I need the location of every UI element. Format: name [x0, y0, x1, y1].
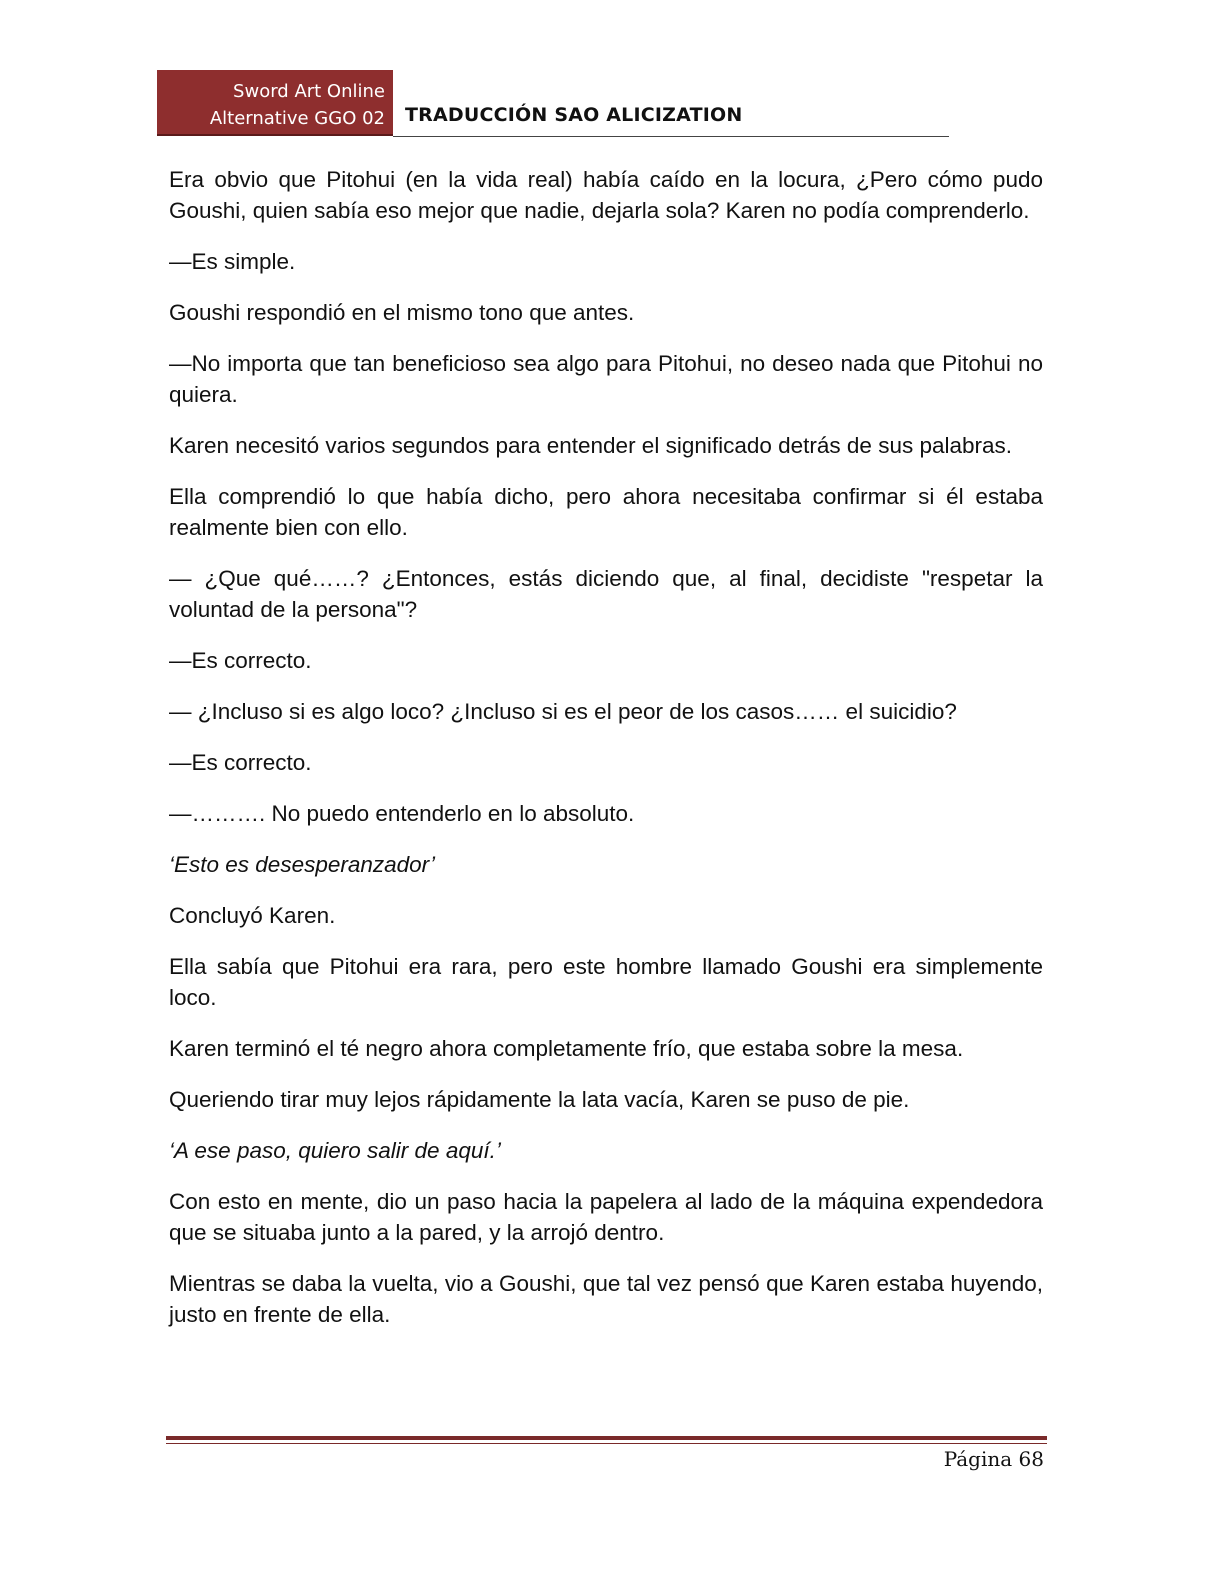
footer-divider-thick	[166, 1436, 1047, 1440]
series-badge	[157, 70, 393, 136]
paragraph: ‘A ese paso, quiero salir de aquí.’	[169, 1138, 501, 1163]
paragraph: Con esto en mente, dio un paso hacia la papelera al lado de la máquina expendedora que se situaba junto a la pared, y la arrojó dentro.	[169, 1189, 1043, 1245]
paragraph: Ella sabía que Pitohui era rara, pero este hombre llamado Goushi era simplemente loco.	[169, 954, 1043, 1010]
paragraph: Mientras se daba la vuelta, vio a Goushi, que tal vez pensó que Karen estaba huyendo, justo en frente de ella.	[169, 1271, 1043, 1327]
paragraph: — ¿Que qué……? ¿Entonces, estás diciendo que, al final, decidiste "respetar la voluntad de la persona"?	[169, 566, 1043, 622]
paragraph: —Es simple.	[169, 249, 296, 274]
paragraph: Concluyó Karen.	[169, 903, 336, 928]
paragraph: ‘Esto es desesperanzador’	[169, 852, 435, 877]
document-title: TRADUCCIÓN SAO ALICIZATION	[405, 104, 743, 126]
paragraph: —No importa que tan beneficioso sea algo para Pitohui, no deseo nada que Pitohui no quiera.	[169, 351, 1043, 407]
paragraph: Karen terminó el té negro ahora completamente frío, que estaba sobre la mesa.	[169, 1036, 964, 1061]
header-divider	[393, 136, 949, 137]
page-header	[157, 70, 949, 138]
paragraph: —Es correcto.	[169, 750, 312, 775]
page-number: Página 68	[943, 1447, 1044, 1471]
document-body	[169, 164, 1043, 1350]
paragraph: Era obvio que Pitohui (en la vida real) había caído en la locura, ¿Pero cómo pudo Goushi, quien sabía eso mejor que nadie, dejarla sola? Karen no podía comprenderlo.	[169, 167, 1043, 223]
series-name-line1: Sword Art Online	[233, 81, 385, 102]
series-name-line2: Alternative GGO 02	[209, 108, 385, 129]
paragraph: Ella comprendió lo que había dicho, pero ahora necesitaba confirmar si él estaba realmente bien con ello.	[169, 484, 1043, 540]
paragraph: Queriendo tirar muy lejos rápidamente la lata vacía, Karen se puso de pie.	[169, 1087, 910, 1112]
footer-divider-thin	[166, 1443, 1047, 1444]
paragraph: Goushi respondió en el mismo tono que antes.	[169, 300, 635, 325]
paragraph: —Es correcto.	[169, 648, 312, 673]
paragraph: Karen necesitó varios segundos para entender el significado detrás de sus palabras.	[169, 433, 1013, 458]
paragraph: — ¿Incluso si es algo loco? ¿Incluso si es el peor de los casos…… el suicidio?	[169, 699, 957, 724]
paragraph: —………. No puedo entenderlo en lo absoluto.	[169, 801, 635, 826]
